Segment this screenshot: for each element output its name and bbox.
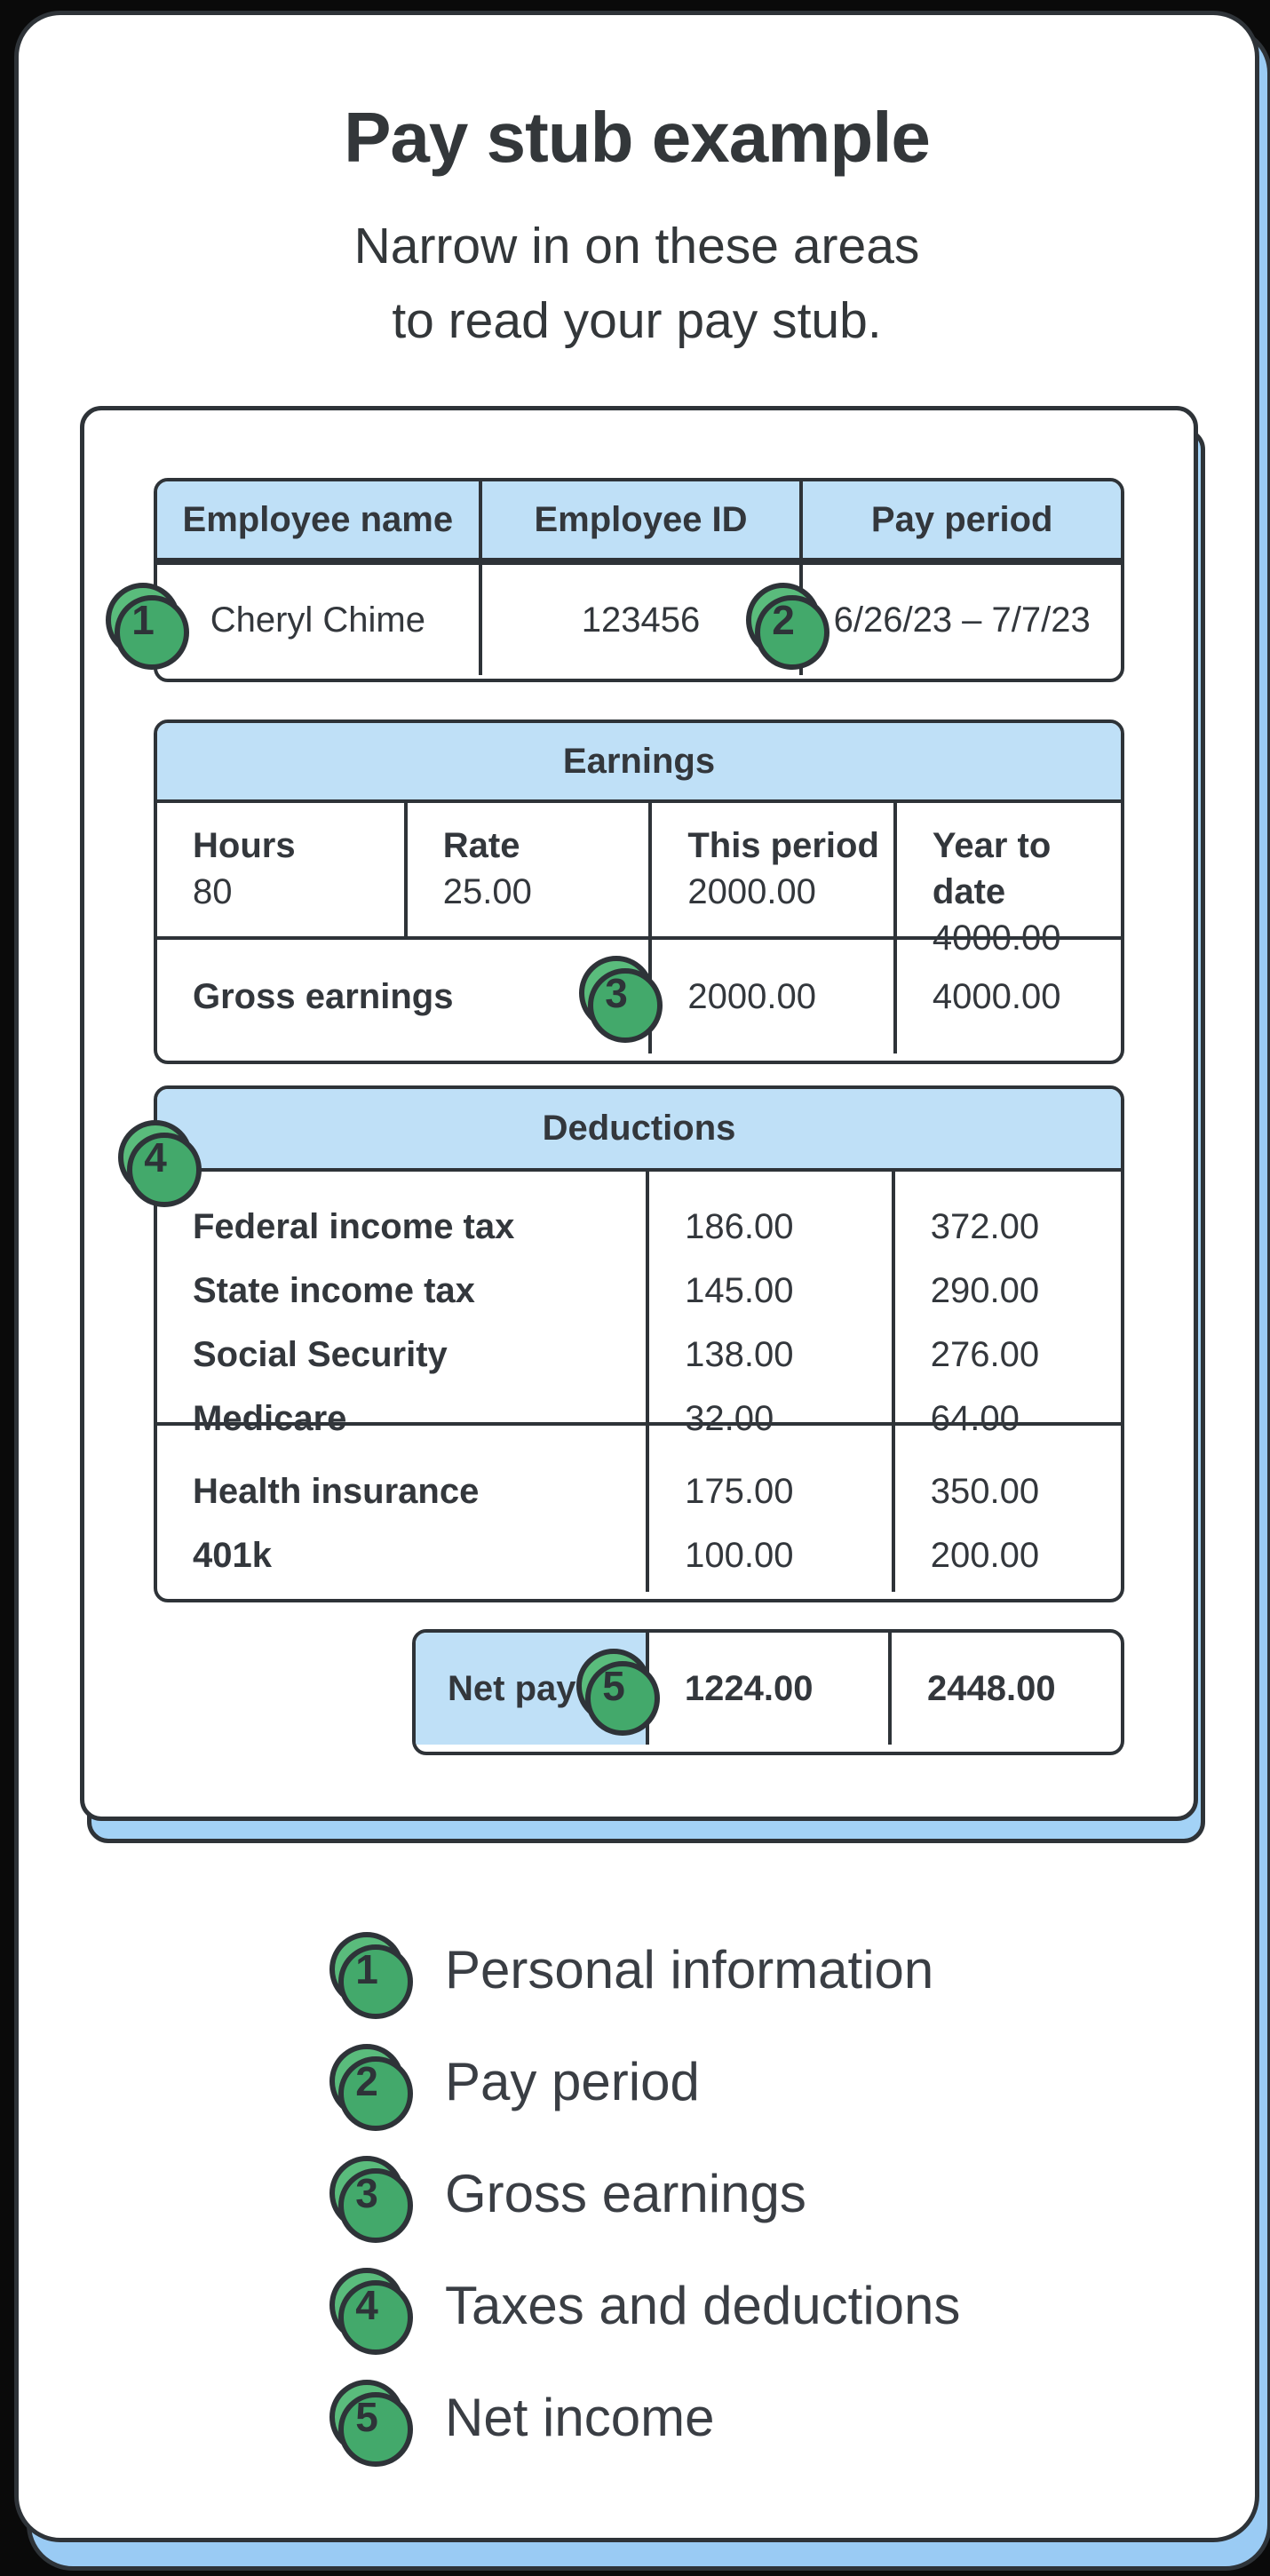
legend-badge-2-number: 2	[355, 2058, 378, 2104]
state-income-tax-label: State income tax	[193, 1271, 475, 1310]
legend-label-1: Personal information	[445, 1939, 934, 2000]
legend-label-2: Pay period	[445, 2051, 700, 2111]
tax-this-period-column	[646, 1172, 892, 1438]
rate-label: Rate	[442, 826, 520, 865]
employee-id-value: 123456	[479, 565, 800, 675]
federal-income-tax-label: Federal income tax	[193, 1207, 515, 1246]
legend-badge-3	[329, 2156, 404, 2230]
legend-item-gross-earnings	[329, 2138, 806, 2248]
legend-badge-4	[329, 2268, 404, 2342]
employee-name-value: Cheryl Chime	[210, 600, 425, 640]
legend-badge-5	[329, 2380, 404, 2454]
state-this-period: 145.00	[685, 1271, 794, 1310]
legend-badge-1-number: 1	[355, 1946, 378, 1992]
subtitle-line-2: to read your pay stub.	[392, 292, 882, 349]
net-pay-label: Net pay	[416, 1633, 646, 1745]
page-subtitle	[19, 209, 1255, 358]
legend-badge-4-number: 4	[355, 2282, 378, 2328]
legend-badge-2	[329, 2044, 404, 2119]
outer-card	[14, 11, 1259, 2542]
legend-badge-3-number: 3	[355, 2170, 378, 2216]
year-to-date-cell	[893, 803, 1121, 958]
gross-this-period-value: 2000.00	[648, 940, 893, 1053]
this-period-value: 2000.00	[687, 872, 816, 911]
badge-5-net-pay	[576, 1649, 651, 1723]
legend-item-net-income	[329, 2362, 714, 2472]
net-pay-year-to-date: 2448.00	[888, 1633, 1121, 1745]
tax-year-to-date-column	[892, 1172, 1121, 1438]
badge-2-pay-period	[746, 583, 821, 657]
employee-name-header: Employee name	[157, 481, 479, 558]
badge-1-number: 1	[131, 597, 155, 643]
gross-earnings-label: Gross earnings	[193, 976, 454, 1016]
employee-info-table	[154, 478, 1124, 682]
year-to-date-label: Year to date	[932, 826, 1052, 911]
badge-5-number: 5	[602, 1663, 625, 1709]
hours-label: Hours	[193, 826, 296, 865]
earnings-table-title: Earnings	[157, 723, 1121, 803]
gross-year-to-date-value: 4000.00	[893, 940, 1121, 1053]
badge-3-number: 3	[605, 970, 628, 1016]
health-insurance-year-to-date: 350.00	[930, 1472, 1040, 1511]
social-security-label: Social Security	[193, 1335, 448, 1374]
federal-year-to-date: 372.00	[930, 1207, 1040, 1246]
deductions-table	[154, 1085, 1124, 1602]
legend-label-4: Taxes and deductions	[445, 2275, 961, 2335]
year-to-date-401k: 200.00	[930, 1536, 1040, 1575]
tax-deductions-block	[157, 1172, 1121, 1438]
health-insurance-this-period: 175.00	[685, 1472, 794, 1511]
net-pay-this-period: 1224.00	[646, 1633, 888, 1745]
pay-period-header: Pay period	[799, 481, 1121, 558]
benefit-deductions-block	[157, 1422, 1121, 1592]
subtitle-line-1: Narrow in on these areas	[353, 218, 920, 274]
earnings-detail-row	[157, 803, 1121, 958]
medicare-year-to-date: 64.00	[930, 1399, 1020, 1438]
legend-label-3: Gross earnings	[445, 2163, 806, 2223]
this-period-401k: 100.00	[685, 1536, 794, 1575]
employee-id-header: Employee ID	[479, 481, 800, 558]
tax-labels-column	[157, 1172, 646, 1438]
benefit-labels-column	[157, 1426, 646, 1592]
year-to-date-value: 4000.00	[932, 918, 1061, 958]
net-pay-row	[416, 1633, 1121, 1745]
label-401k: 401k	[193, 1536, 272, 1575]
deductions-table-title: Deductions	[157, 1089, 1121, 1172]
badge-2-number: 2	[772, 597, 795, 643]
page-title: Pay stub example	[344, 98, 930, 177]
legend-badge-5-number: 5	[355, 2394, 378, 2440]
hours-value: 80	[193, 872, 233, 911]
legend-badge-1	[329, 1932, 404, 2007]
federal-this-period: 186.00	[685, 1207, 794, 1246]
badge-4-deductions	[118, 1120, 193, 1195]
legend-item-pay-period	[329, 2026, 700, 2136]
badge-3-gross-earnings	[579, 956, 654, 1030]
this-period-label: This period	[687, 826, 879, 865]
medicare-label: Medicare	[193, 1399, 347, 1438]
state-year-to-date: 290.00	[930, 1271, 1040, 1310]
social-security-this-period: 138.00	[685, 1335, 794, 1374]
rate-value: 25.00	[442, 872, 532, 911]
employee-table-header-row	[157, 481, 1121, 561]
pay-period-value: 6/26/23 – 7/7/23	[799, 565, 1121, 675]
hours-cell	[157, 803, 404, 936]
this-period-cell	[648, 803, 893, 936]
employee-table-data-row	[157, 561, 1121, 675]
net-pay-table	[412, 1629, 1124, 1755]
legend-item-personal-information	[329, 1914, 933, 2024]
social-security-year-to-date: 276.00	[930, 1335, 1040, 1374]
paystub-card	[80, 406, 1198, 1821]
medicare-this-period: 32.00	[685, 1399, 774, 1438]
benefit-this-period-column	[646, 1426, 892, 1592]
health-insurance-label: Health insurance	[193, 1472, 480, 1511]
badge-4-number: 4	[144, 1134, 167, 1181]
rate-cell	[404, 803, 649, 936]
legend-item-taxes-and-deductions	[329, 2250, 960, 2360]
badge-1-personal-information	[106, 583, 180, 657]
legend-label-5: Net income	[445, 2387, 715, 2447]
benefit-year-to-date-column	[892, 1426, 1121, 1592]
